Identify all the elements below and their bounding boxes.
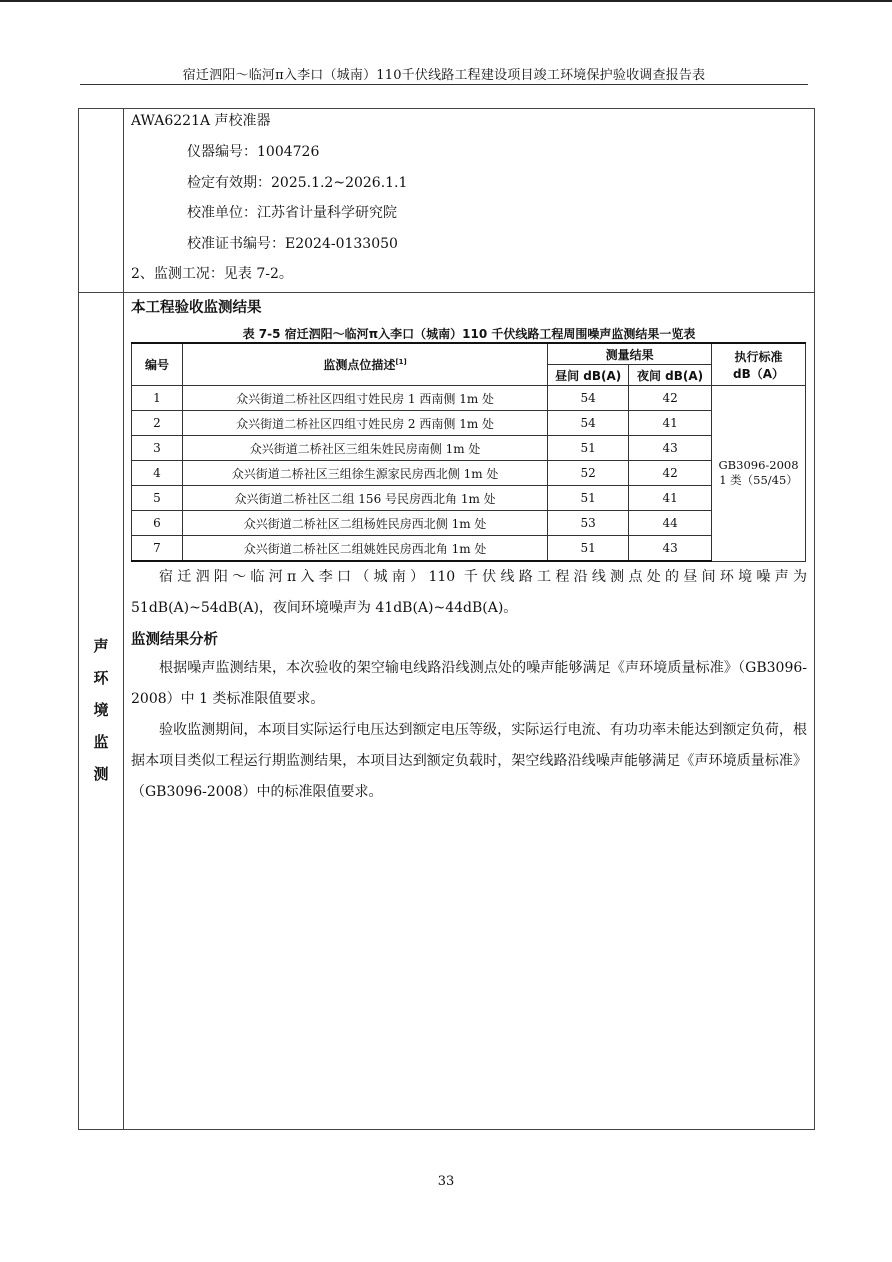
cell-no: 1 <box>132 386 183 411</box>
cell-no: 5 <box>132 486 183 511</box>
cell-day: 54 <box>548 411 629 436</box>
col-header-day: 昼间 dB(A) <box>548 365 629 386</box>
col-header-standard <box>712 343 806 386</box>
cell-location: 众兴街道二桥社区二组姚姓民房西北角 1m 处 <box>182 536 547 562</box>
cell-standard <box>712 386 806 562</box>
results-heading: 本工程验收监测结果 <box>131 300 262 316</box>
side-char: 声 <box>93 637 109 655</box>
cell-location: 众兴街道二桥社区四组寸姓民房 2 西南侧 1m 处 <box>182 411 547 436</box>
cell-night: 43 <box>629 536 712 562</box>
col-header-no: 编号 <box>132 343 183 386</box>
cell-location: 众兴街道二桥社区二组杨姓民房西北侧 1m 处 <box>182 511 547 536</box>
cell-no: 4 <box>132 461 183 486</box>
col-header-location-text: 监测点位描述 <box>323 358 396 372</box>
side-char: 境 <box>93 701 109 719</box>
table-row <box>132 436 806 461</box>
col-header-measured: 测量结果 <box>548 343 712 365</box>
results-summary <box>131 562 807 624</box>
standard-header-line1: 执行标准 <box>734 349 783 364</box>
standard-header-line2: dB（A） <box>733 366 785 381</box>
analysis-heading: 监测结果分析 <box>131 632 218 648</box>
instrument-calibration-unit: 校准单位：江苏省计量科学研究院 <box>187 205 397 221</box>
cell-no: 3 <box>132 436 183 461</box>
table-row <box>132 536 806 562</box>
standard-line1: GB3096-2008 <box>718 458 799 473</box>
section-side-label <box>86 630 116 790</box>
table-caption: 表 7-5 宿迁泗阳～临河π入李口（城南）110 千伏线路工程周围噪声监测结果一览表 <box>242 327 696 341</box>
cell-night: 41 <box>629 411 712 436</box>
cell-night: 42 <box>629 461 712 486</box>
instrument-name: AWA6221A 声校准器 <box>131 113 271 129</box>
cell-night: 44 <box>629 511 712 536</box>
standard-line2: 1 类（55/45） <box>719 473 798 488</box>
summary-paragraph: 宿迁泗阳～临河π入李口（城南）110 千伏线路工程沿线测点处的昼间环境噪声为 51dB(A)~54dB(A)，夜间环境噪声为 41dB(A)~44dB(A)。 <box>131 569 807 616</box>
cell-day: 52 <box>548 461 629 486</box>
cell-day: 51 <box>548 536 629 562</box>
cell-location: 众兴街道二桥社区二组 156 号民房西北角 1m 处 <box>182 486 547 511</box>
table-row <box>132 386 806 411</box>
side-char: 监 <box>93 733 109 751</box>
monitoring-conditions: 2、监测工况：见表 7-2。 <box>131 266 293 282</box>
page-header: 宿迁泗阳～临河π入李口（城南）110千伏线路工程建设项目竣工环境保护验收调查报告表 <box>182 68 706 83</box>
cell-day: 51 <box>548 486 629 511</box>
cell-night: 43 <box>629 436 712 461</box>
instrument-validity: 检定有效期：2025.1.2~2026.1.1 <box>187 175 408 191</box>
col-header-night: 夜间 dB(A) <box>629 365 712 386</box>
analysis-body <box>131 653 807 808</box>
instrument-certificate: 校准证书编号：E2024-0133050 <box>187 236 398 252</box>
analysis-paragraph: 根据噪声监测结果，本次验收的架空输电线路沿线测点处的噪声能够满足《声环境质量标准》（GB3096-2008）中 1 类标准限值要求。 <box>131 660 807 707</box>
instrument-serial: 仪器编号：1004726 <box>187 144 320 160</box>
cell-location: 众兴街道二桥社区三组朱姓民房南侧 1m 处 <box>182 436 547 461</box>
cell-day: 54 <box>548 386 629 411</box>
frame-row-divider <box>78 292 815 293</box>
col-header-location <box>182 343 547 386</box>
cell-no: 7 <box>132 536 183 562</box>
cell-location: 众兴街道二桥社区四组寸姓民房 1 西南侧 1m 处 <box>182 386 547 411</box>
side-char: 环 <box>93 669 109 687</box>
analysis-paragraph: 验收监测期间，本项目实际运行电压达到额定电压等级，实际运行电流、有功功率未能达到额定负荷，根据本项目类似工程运行期监测结果，本项目达到额定负载时，架空线路沿线噪声能够满足《声环境质量标准》（GB3096-2008）中的标准限值要求。 <box>131 722 807 800</box>
cell-day: 51 <box>548 436 629 461</box>
table-row <box>132 486 806 511</box>
table-row <box>132 511 806 536</box>
noise-results-table <box>131 342 806 562</box>
top-border <box>0 0 892 2</box>
cell-day: 53 <box>548 511 629 536</box>
side-char: 测 <box>93 765 109 783</box>
cell-location: 众兴街道二桥社区三组徐生源家民房西北侧 1m 处 <box>182 461 547 486</box>
table-row <box>132 461 806 486</box>
frame-column-divider <box>123 108 124 1130</box>
cell-no: 2 <box>132 411 183 436</box>
page-number: 33 <box>437 1174 455 1189</box>
header-rule <box>80 84 808 85</box>
cell-no: 6 <box>132 511 183 536</box>
cell-night: 42 <box>629 386 712 411</box>
table-row <box>132 411 806 436</box>
footnote-ref: [1] <box>395 358 407 366</box>
cell-night: 41 <box>629 486 712 511</box>
